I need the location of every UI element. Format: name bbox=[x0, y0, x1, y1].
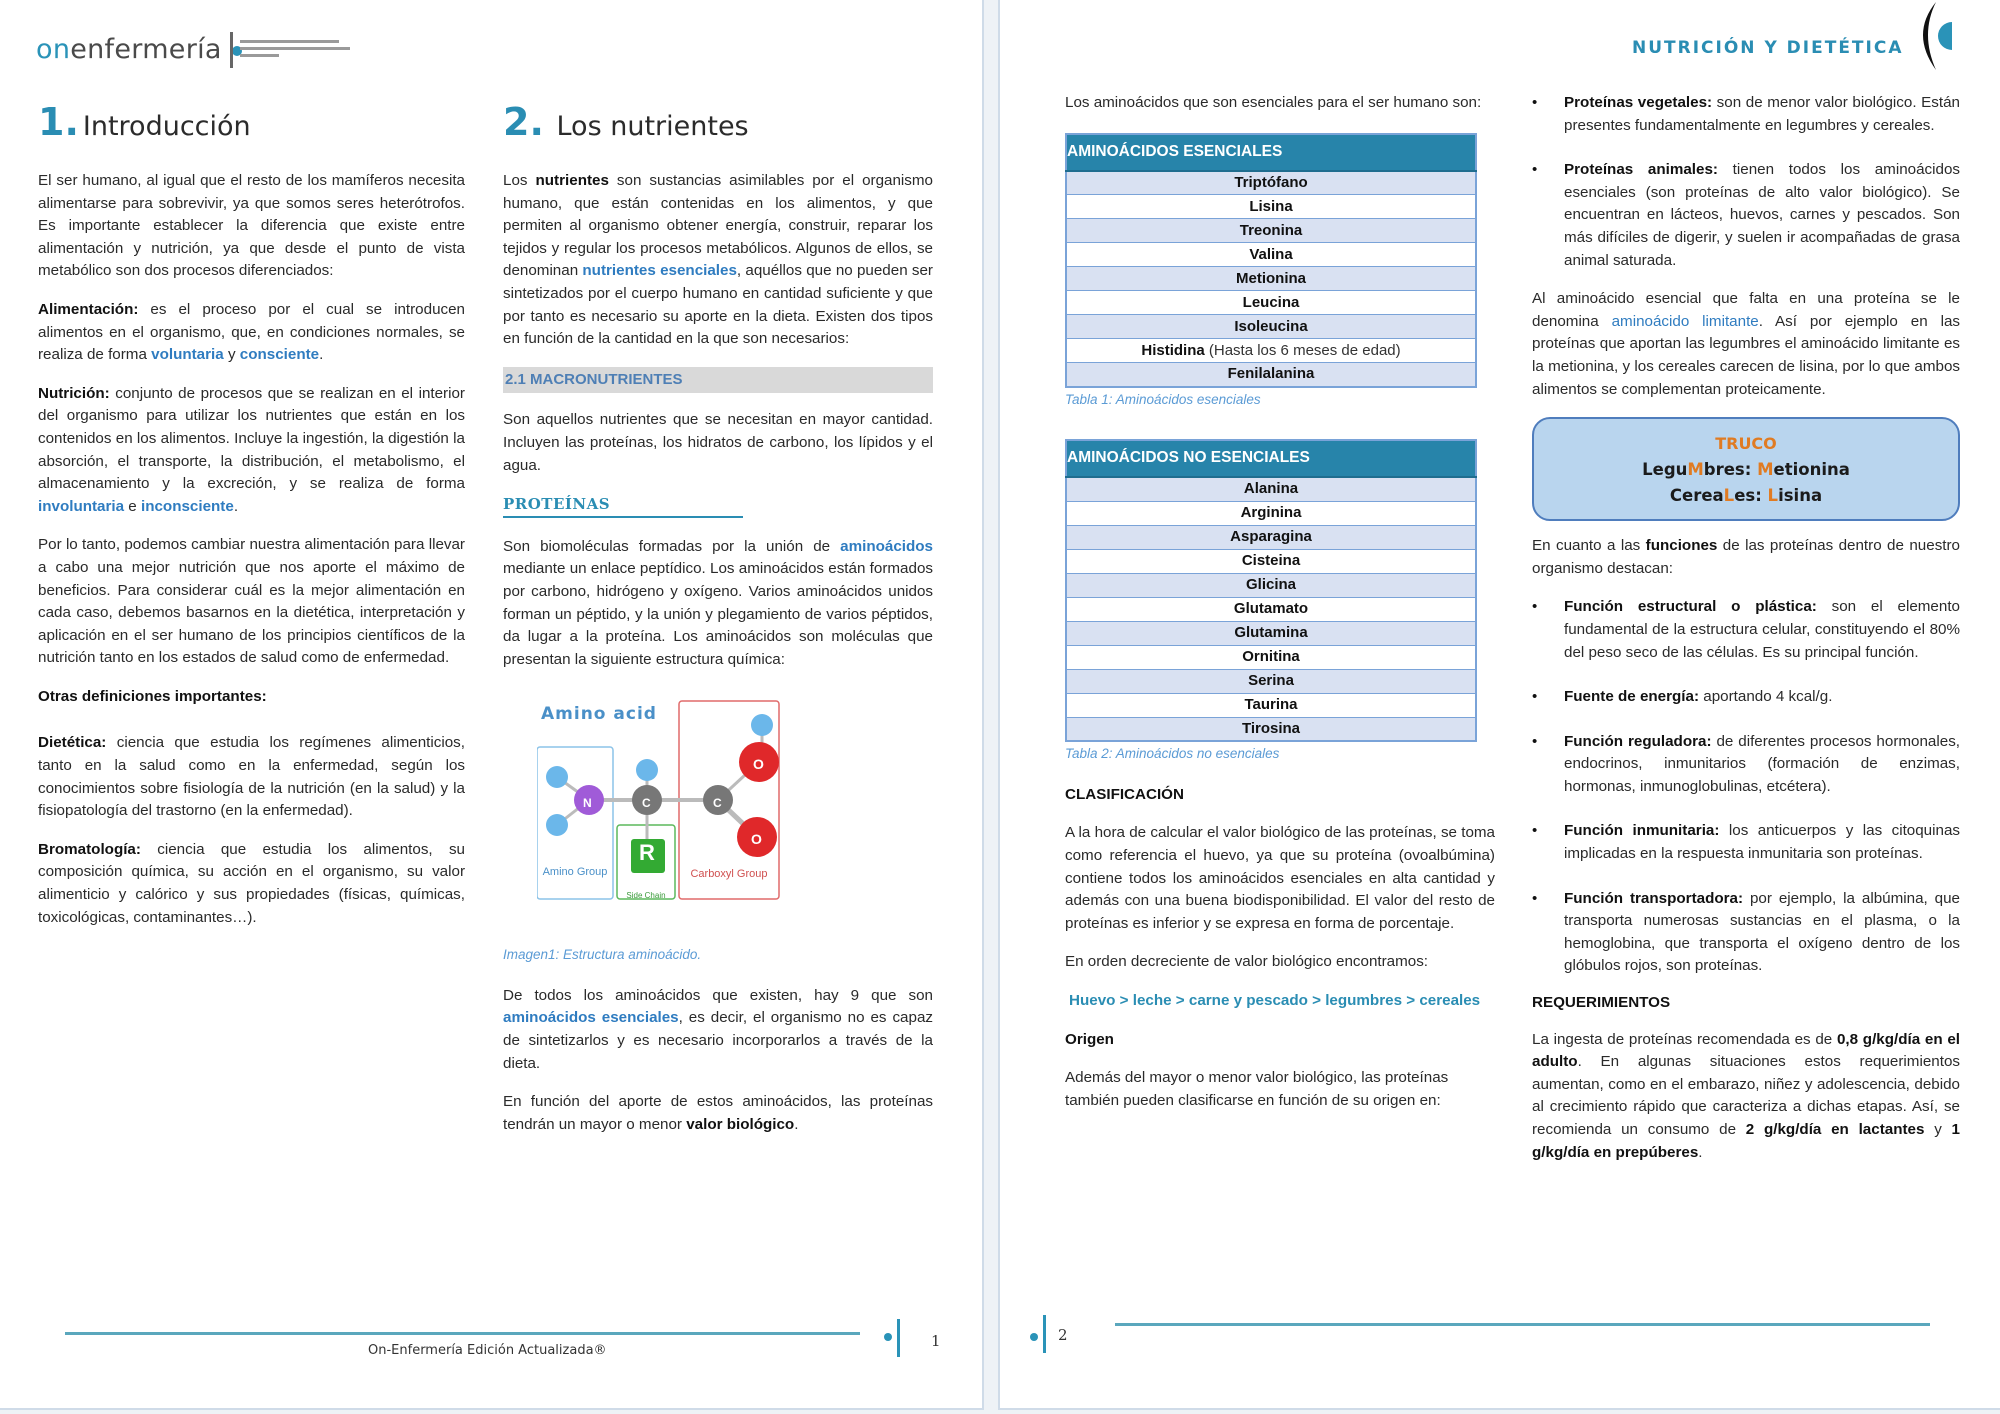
carboxyl-group-label: Carboxyl Group bbox=[690, 868, 768, 881]
macronutrientes-subheading: 2.1 MACRONUTRIENTES bbox=[503, 367, 933, 394]
list-item: • Función transportadora: por ejemplo, la albúmina, que transporta numerosas sustancias en el plasma, o la hemoglobina, que transporta el oxígeno dentro de los glóbulos rojos, son proteínas. bbox=[1532, 888, 1960, 978]
bromatologia-definition: Bromatología: ciencia que estudia los alimentos, su composición química, su acción en el organismo, su valor alimenticio y calórico y sus propiedades (físicas, químicas, toxicológicas, contaminantes…). bbox=[38, 840, 465, 926]
esenciales-intro: Los aminoácidos que son esenciales para el ser humano son: bbox=[1065, 94, 1482, 111]
footer-rule bbox=[1115, 1323, 1930, 1326]
footer-text: On-Enfermería Edición Actualizada® bbox=[368, 1343, 607, 1358]
esenciales-paragraph: De todos los aminoácidos que existen, hay 9 que son aminoácidos esenciales, es decir, el organismo no es capaz de sintetizarlos y es necesario incorporarlos a través de la dieta. bbox=[503, 986, 933, 1072]
logo-separator bbox=[230, 32, 233, 68]
alimentacion-definition: Alimentación: es el proceso por el cual se introducen alimentos en el organismo, que, en condiciones normales, se realiza de forma voluntaria y consciente. bbox=[38, 300, 465, 364]
figure-title: Amino acid bbox=[541, 704, 657, 725]
section-title: Introducción bbox=[82, 111, 251, 142]
origen-heading: Origen bbox=[1065, 1030, 1114, 1048]
amino-acid-diagram bbox=[537, 697, 817, 932]
table-row: Metionina bbox=[1066, 267, 1476, 291]
list-item: • Función estructural o plástica: son el elemento fundamental de la estructura celular, constituyendo el 80% del peso seco de las células. Es su principal función. bbox=[1532, 596, 1960, 664]
logo-fine-print bbox=[240, 40, 350, 61]
section-1-heading bbox=[38, 100, 251, 144]
truco-line-legumbres: LeguMbres: Metionina bbox=[1642, 460, 1850, 480]
nutricion-definition: Nutrición: conjunto de procesos que se realizan en el interior del organismo para utilizar los nutrientes que están en los contenidos en los alimentos. Incluye la ingestión, la digestión la absorción, el transporte, la distribución, el metabolismo, el almacenamiento y la excreción, y se realiza de forma involuntaria e inconsciente. bbox=[38, 384, 465, 515]
atom-n-label: N bbox=[583, 796, 592, 811]
intro-paragraph: El ser humano, al igual que el resto de los mamíferos necesita alimentarse para sobrevivir, ya que somos seres heterótrofos. Es importante establecer la diferencia que existe entre alimentación y nutrición, ya que desde el punto de vista metabólico son dos procesos diferenciados: bbox=[38, 172, 465, 280]
requerimientos-heading: REQUERIMIENTOS bbox=[1532, 994, 1671, 1012]
list-item: • Fuente de energía: aportando 4 kcal/g. bbox=[1532, 686, 1960, 709]
truco-title: TRUCO bbox=[1715, 434, 1777, 454]
table-1-caption: Tabla 1: Aminoácidos esenciales bbox=[1065, 391, 1261, 407]
atom-c-label: C bbox=[713, 796, 722, 811]
otras-definiciones-heading: Otras definiciones importantes: bbox=[38, 687, 267, 705]
header-bracket-logo-icon bbox=[1906, 0, 1966, 72]
dietetica-definition: Dietética: ciencia que estudia los regímenes alimenticios, tanto en la salud como en la enfermedad, según los conocimientos sobre fisiología de la nutrición (en la salud) y la fisiopatología del trastorno (en la enfermedad). bbox=[38, 734, 465, 820]
onenfermeria-logo bbox=[36, 34, 242, 65]
list-item: • Proteínas animales: tienen todos los aminoácidos esenciales (son proteínas de alto valor biológico). Se encuentran en lácteos, huevos, carnes y pescados. Son más difíciles de digerir, y suelen ir acompañadas de grasa animal saturada. bbox=[1532, 159, 1960, 272]
section-title: Los nutrientes bbox=[556, 111, 749, 142]
table-row: Valina bbox=[1066, 243, 1476, 267]
table-row: Treonina bbox=[1066, 219, 1476, 243]
limitante-paragraph: Al aminoácido esencial que falta en una proteína se le denomina aminoácido limitante. Así por ejemplo en las proteínas que aportan las legumbres el aminoácido limitante es la metionina, y los cereales carecen de lisina, por lo que ambos alimentos se complementan proteicamente. bbox=[1532, 290, 1960, 398]
table-row: Asparagina bbox=[1066, 525, 1476, 549]
amino-acid-structure-figure bbox=[537, 697, 817, 932]
page-number: 1 bbox=[931, 1332, 941, 1350]
valor-biologico-paragraph: En función del aporte de estos aminoácidos, las proteínas tendrán un mayor o menor valor biológico. bbox=[503, 1093, 933, 1133]
page2-column-1 bbox=[1065, 92, 1495, 1128]
nutrientes-paragraph: Los nutrientes son sustancias asimilables por el organismo humano, que están contenidas en los alimentos, y que permiten al organismo obtener energía, construir, reparar los tejidos y regular los procesos metabólicos. Algunos de ellos, se denominan nutrientes esenciales, aquéllos que no pueden ser sintetizados por el cuerpo humano en cantidad suficiente y que por tanto es necesario su aporte en la dieta. Existen dos tipos en función de la cantidad en la que son necesarios: bbox=[503, 172, 933, 348]
valor-biologico-chain: Huevo > leche > carne y pescado > legumbres > cereales bbox=[1069, 991, 1481, 1009]
table-row: Histidina (Hasta los 6 meses de edad) bbox=[1066, 339, 1476, 363]
page1-column-1 bbox=[38, 170, 465, 945]
table-row: Alanina bbox=[1066, 477, 1476, 501]
page2-column-2 bbox=[1532, 92, 1960, 1180]
orden-paragraph: En orden decreciente de valor biológico encontramos: bbox=[1065, 953, 1429, 971]
page-marker-bar bbox=[1043, 1315, 1046, 1353]
table-header: AMINOÁCIDOS ESENCIALES bbox=[1066, 134, 1476, 171]
running-header-title: NUTRICIÓN Y DIETÉTICA bbox=[1632, 38, 1904, 58]
atom-o-label: O bbox=[751, 831, 762, 848]
table-row: Ornitina bbox=[1066, 645, 1476, 669]
side-chain-label: Side Chain bbox=[626, 891, 666, 901]
amino-group-label: Amino Group bbox=[542, 866, 608, 879]
table-row: Cisteina bbox=[1066, 549, 1476, 573]
table-row: Glutamina bbox=[1066, 621, 1476, 645]
page-marker-dot-icon bbox=[1030, 1333, 1038, 1341]
logo-brand-text: enfermería bbox=[70, 34, 222, 65]
section-number: 2. bbox=[503, 100, 544, 144]
proteinas-paragraph: Son biomoléculas formadas por la unión de aminoácidos mediante un enlace peptídico. Los aminoácidos están formados por carbono, hidrógeno y oxígeno. Varios aminoácidos unidos forman un péptido, y la unión y plegamiento de varios péptidos, da lugar a la proteína. Los aminoácidos son moléculas que presentan la siguiente estructura química: bbox=[503, 537, 933, 668]
table-2-caption: Tabla 2: Aminoácidos no esenciales bbox=[1065, 746, 1280, 762]
page1-column-2 bbox=[503, 170, 933, 1152]
table-row: Taurina bbox=[1066, 693, 1476, 717]
table-header: AMINOÁCIDOS NO ESENCIALES bbox=[1066, 440, 1476, 477]
table-row: Serina bbox=[1066, 669, 1476, 693]
page-marker-dot-icon bbox=[884, 1333, 892, 1341]
list-item: • Función reguladora: de diferentes procesos hormonales, endocrinos, inmunitarios (formación de enzimas, hormonas, inmunoglobulinas, etcétera). bbox=[1532, 731, 1960, 799]
page-marker-bar bbox=[897, 1319, 900, 1357]
table-row: Tirosina bbox=[1066, 717, 1476, 741]
requerimientos-paragraph: La ingesta de proteínas recomendada es de 0,8 g/kg/día en el adulto. En algunas situaciones estos requerimientos aumentan, como en el embarazo, niñez y adolescencia, debido al crecimiento rápido que caracteriza a dichas etapas. Así, se recomienda un consumo de 2 g/kg/día en lactantes y 1 g/kg/día en prepúberes. bbox=[1532, 1030, 1961, 1161]
table-row: Glutamato bbox=[1066, 597, 1476, 621]
table-row: Isoleucina bbox=[1066, 315, 1476, 339]
figure-caption: Imagen1: Estructura aminoácido. bbox=[503, 947, 702, 963]
document-page-1 bbox=[0, 0, 984, 1410]
macronutrientes-paragraph: Son aquellos nutrientes que se necesitan en mayor cantidad. Incluyen las proteínas, los hidratos de carbono, los lípidos y el agua. bbox=[503, 411, 933, 474]
list-item: • Función inmunitaria: los anticuerpos y las citoquinas implicadas en la respuesta inmunitaria son proteínas. bbox=[1532, 820, 1960, 865]
table-row: Glicina bbox=[1066, 573, 1476, 597]
footer-rule bbox=[65, 1332, 860, 1335]
atom-c-label: C bbox=[642, 796, 651, 811]
section-number: 1. bbox=[38, 100, 79, 144]
proteinas-heading: PROTEÍNAS bbox=[503, 493, 743, 518]
document-page-2 bbox=[998, 0, 2000, 1410]
funciones-intro: En cuanto a las funciones de las proteínas dentro de nuestro organismo destacan: bbox=[1532, 537, 1961, 577]
conclusion-paragraph: Por lo tanto, podemos cambiar nuestra alimentación para llevar a cabo una mejor nutrición que nos aporte el máximo de beneficios. Para considerar cuál es la mejor alimentación en cada caso, debemos basarnos en la dietética, interpretación y aplicación en el ser humano de los principios científicos de la nutrición tanto en los estados de salud como de enfermedad. bbox=[38, 536, 465, 667]
table-row: Leucina bbox=[1066, 291, 1476, 315]
essential-amino-acids-table bbox=[1065, 133, 1477, 388]
table-row: Fenilalanina bbox=[1066, 363, 1476, 387]
funciones-list bbox=[1532, 596, 1960, 978]
clasificacion-heading: CLASIFICACIÓN bbox=[1065, 785, 1184, 803]
origen-paragraph: Además del mayor o menor valor biológico, las proteínas también pueden clasificarse en función de su origen en: bbox=[1065, 1069, 1449, 1109]
table-row: Triptófano bbox=[1066, 171, 1476, 195]
atom-o-label: O bbox=[753, 756, 764, 773]
table-row: Arginina bbox=[1066, 501, 1476, 525]
origen-list bbox=[1532, 92, 1960, 272]
atom-r-label: R bbox=[639, 840, 655, 866]
logo-on-text: on bbox=[36, 34, 71, 65]
non-essential-amino-acids-table bbox=[1065, 439, 1477, 742]
list-item: • Proteínas vegetales: son de menor valor biológico. Están presentes fundamentalmente en legumbres y cereales. bbox=[1532, 92, 1960, 137]
section-2-heading bbox=[503, 100, 749, 144]
page-number: 2 bbox=[1058, 1326, 1068, 1344]
table-row: Lisina bbox=[1066, 195, 1476, 219]
truco-callout bbox=[1532, 417, 1960, 521]
truco-line-cereales: CereaLes: Lisina bbox=[1669, 486, 1823, 506]
clasificacion-paragraph: A la hora de calcular el valor biológico de las proteínas, se toma como referencia el huevo, ya que su proteína (ovoalbúmina) contiene todos los aminoácidos esenciales en alta cantidad y además con una buena biodisponibilidad. El valor del resto de proteínas es inferior y se expresa en forma de porcentaje. bbox=[1065, 824, 1495, 932]
